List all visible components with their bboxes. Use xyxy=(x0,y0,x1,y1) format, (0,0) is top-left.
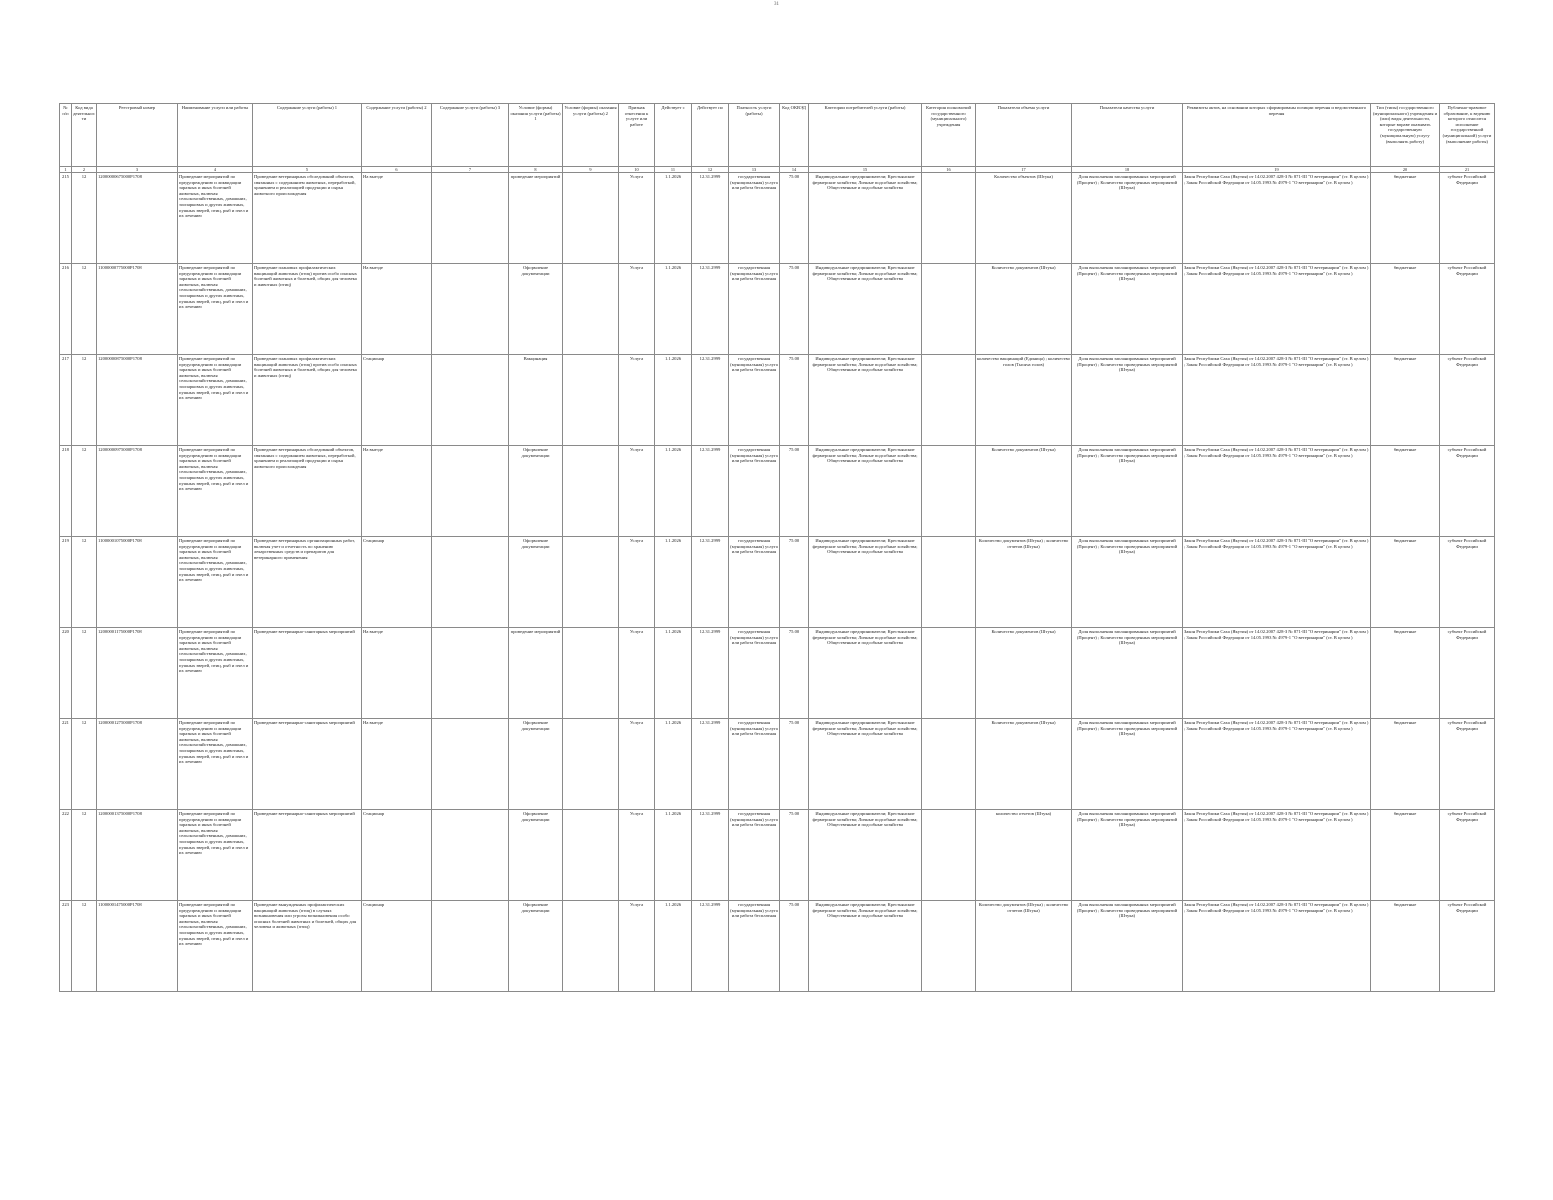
service-content-3 xyxy=(432,719,509,810)
okved-code: 75.00 xyxy=(780,264,809,355)
payment-type: государственная (муниципальная) услуга или работа бесплатная xyxy=(729,537,780,628)
consumer-categories: Индивидуальные предприниматели; Крестьянские фермерские хозяйства; Личные подсобные хозяйства; Общественные и подсобные хозяйства xyxy=(809,537,922,628)
column-number: 7 xyxy=(432,167,509,173)
service-condition-2 xyxy=(563,173,619,264)
payment-type: государственная (муниципальная) услуга или работа бесплатная xyxy=(729,628,780,719)
payment-type: государственная (муниципальная) услуга или работа бесплатная xyxy=(729,264,780,355)
service-content-1: Проведение ветеринарных обследований объектов, связанных с содержанием животных, переработкой, хранением и реализацией продукции и сырья животного происхождения xyxy=(253,446,362,537)
activity-code: 12 xyxy=(72,446,97,537)
authority-category xyxy=(922,537,976,628)
column-header: Содержание услуги (работы) 1 xyxy=(253,104,362,167)
legal-acts: Закон Республики Саха (Якутия) от 14.02.2007 428-З № 871-III "О ветеринарии" (ст. В целом ) ; Закон Российской Федерации от 14.05.1993 № 4979-1 "О ветеринарии" (ст. В целом ) xyxy=(1183,810,1371,901)
column-number: 20 xyxy=(1371,167,1440,173)
valid-from: 1.1.2026 xyxy=(655,173,692,264)
institution-type: бюджетные xyxy=(1371,446,1440,537)
public-entity: субъект Российской Федерации xyxy=(1440,537,1495,628)
service-condition-1: Вакцинация xyxy=(509,355,563,446)
service-condition-1: проведение мероприятий xyxy=(509,173,563,264)
column-header: Признак отнесения к услуге или работе xyxy=(619,104,655,167)
service-content-2: Стационар xyxy=(362,901,432,992)
service-condition-1: Оформление документации xyxy=(509,901,563,992)
column-number: 14 xyxy=(780,167,809,173)
service-content-1: Проведение ветеринарно-санитарных мероприятий xyxy=(253,810,362,901)
quality-indicators: Доля выполнения запланированных мероприятий (Процент) ; Количество проведенных мероприятий (Штука) xyxy=(1072,173,1183,264)
service-condition-2 xyxy=(563,810,619,901)
service-content-1: Проведение плановых профилактических вакцинаций животных (птиц) против особо опасных болезней животных и болезней, общих для человека и животных (птиц) xyxy=(253,264,362,355)
authority-category xyxy=(922,264,976,355)
authority-category xyxy=(922,719,976,810)
service-content-1: Проведение плановых профилактических вакцинаций животных (птиц) против особо опасных болезней животных и болезней, общих для человека и животных (птиц) xyxy=(253,355,362,446)
payment-type: государственная (муниципальная) услуга или работа бесплатная xyxy=(729,719,780,810)
payment-type: государственная (муниципальная) услуга или работа бесплатная xyxy=(729,355,780,446)
service-or-work-sign: Услуга xyxy=(619,628,655,719)
table-row xyxy=(60,355,1495,446)
service-content-2: На выезде xyxy=(362,628,432,719)
column-number: 17 xyxy=(976,167,1072,173)
authority-category xyxy=(922,901,976,992)
service-name: Проведение мероприятий по предупреждению и ликвидации заразных и иных болезней животных, включая сельскохозяйственных, домашних, зоопарковых и других животных, пушных зверей, птиц, рыб и пчел и их лечению xyxy=(178,901,253,992)
activity-code: 12 xyxy=(72,810,97,901)
row-number: 216 xyxy=(60,264,72,355)
institution-type: бюджетные xyxy=(1371,355,1440,446)
valid-from: 1.1.2026 xyxy=(655,537,692,628)
service-or-work-sign: Услуга xyxy=(619,446,655,537)
valid-to: 12.31.2999 xyxy=(692,355,729,446)
service-content-2: На выезде xyxy=(362,173,432,264)
service-or-work-sign: Услуга xyxy=(619,537,655,628)
service-content-2: Стационар xyxy=(362,537,432,628)
legal-acts: Закон Республики Саха (Якутия) от 14.02.2007 428-З № 871-III "О ветеринарии" (ст. В целом ) ; Закон Российской Федерации от 14.05.1993 № 4979-1 "О ветеринарии" (ст. В целом ) xyxy=(1183,446,1371,537)
column-number: 6 xyxy=(362,167,432,173)
authority-category xyxy=(922,810,976,901)
institution-type: бюджетные xyxy=(1371,901,1440,992)
column-header: Реестровый номер xyxy=(97,104,178,167)
table-row xyxy=(60,264,1495,355)
services-registry-table xyxy=(59,103,1495,992)
authority-category xyxy=(922,446,976,537)
volume-indicators: Количество документов (Штука) xyxy=(976,264,1072,355)
service-condition-2 xyxy=(563,901,619,992)
column-header: Категория полномочий государственного (муниципального) учреждения xyxy=(922,104,976,167)
quality-indicators: Доля выполнения запланированных мероприятий (Процент) ; Количество проведенных мероприятий (Штука) xyxy=(1072,628,1183,719)
public-entity: субъект Российской Федерации xyxy=(1440,355,1495,446)
quality-indicators: Доля выполнения запланированных мероприятий (Процент) ; Количество проведенных мероприятий (Штука) xyxy=(1072,719,1183,810)
quality-indicators: Доля выполнения запланированных мероприятий (Процент) ; Количество проведенных мероприятий (Штука) xyxy=(1072,810,1183,901)
okved-code: 75.00 xyxy=(780,173,809,264)
service-condition-1: Оформление документации xyxy=(509,537,563,628)
okved-code: 75.00 xyxy=(780,537,809,628)
public-entity: субъект Российской Федерации xyxy=(1440,719,1495,810)
okved-code: 75.00 xyxy=(780,355,809,446)
valid-from: 1.1.2026 xyxy=(655,810,692,901)
service-content-3 xyxy=(432,446,509,537)
column-header: Содержание услуги (работы) 2 xyxy=(362,104,432,167)
page-number: 31 xyxy=(774,2,779,7)
payment-type: государственная (муниципальная) услуга или работа бесплатная xyxy=(729,446,780,537)
authority-category xyxy=(922,355,976,446)
valid-to: 12.31.2999 xyxy=(692,719,729,810)
service-condition-2 xyxy=(563,537,619,628)
service-content-2: Стационар xyxy=(362,810,432,901)
valid-from: 1.1.2026 xyxy=(655,355,692,446)
service-content-1: Проведение ветеринарных обследований объектов, связанных с содержанием животных, переработкой, хранением и реализацией продукции и сырья животного происхождения xyxy=(253,173,362,264)
column-number: 5 xyxy=(253,167,362,173)
service-name: Проведение мероприятий по предупреждению и ликвидации заразных и иных болезней животных, включая сельскохозяйственных, домашних, зоопарковых и других животных, пушных зверей, птиц, рыб и пчел и их лечению xyxy=(178,446,253,537)
valid-to: 12.31.2999 xyxy=(692,628,729,719)
volume-indicators: количество вакцинаций (Единица) ; количество голов (Тысяча голов) xyxy=(976,355,1072,446)
service-content-1: Проведение ветеринарно-санитарных мероприятий xyxy=(253,628,362,719)
service-content-3 xyxy=(432,264,509,355)
valid-to: 12.31.2999 xyxy=(692,537,729,628)
table-row xyxy=(60,628,1495,719)
registry-number: 11000000775000Р1708 xyxy=(97,264,178,355)
valid-from: 1.1.2026 xyxy=(655,264,692,355)
service-condition-1: проведение мероприятий xyxy=(509,628,563,719)
public-entity: субъект Российской Федерации xyxy=(1440,628,1495,719)
column-number: 9 xyxy=(563,167,619,173)
column-header: Код вида деятельности xyxy=(72,104,97,167)
row-number: 217 xyxy=(60,355,72,446)
service-condition-2 xyxy=(563,446,619,537)
valid-to: 12.31.2999 xyxy=(692,810,729,901)
column-header: Действует с xyxy=(655,104,692,167)
column-header: Реквизиты актов, на основании которых сформированы позиции перечня и ведомственного перечня xyxy=(1183,104,1371,167)
service-name: Проведение мероприятий по предупреждению и ликвидации заразных и иных болезней животных, включая сельскохозяйственных, домашних, зоопарковых и других животных, пушных зверей, птиц, рыб и пчел и их лечению xyxy=(178,628,253,719)
volume-indicators: Количество документов (Штука) xyxy=(976,446,1072,537)
legal-acts: Закон Республики Саха (Якутия) от 14.02.2007 428-З № 871-III "О ветеринарии" (ст. В целом ) ; Закон Российской Федерации от 14.05.1993 № 4979-1 "О ветеринарии" (ст. В целом ) xyxy=(1183,719,1371,810)
service-or-work-sign: Услуга xyxy=(619,355,655,446)
consumer-categories: Индивидуальные предприниматели; Крестьянские фермерские хозяйства; Личные подсобные хозяйства; Общественные и подсобные хозяйства xyxy=(809,719,922,810)
registry-number: 12000001175000Р1708 xyxy=(97,628,178,719)
column-header: Код ОКВЭД xyxy=(780,104,809,167)
service-name: Проведение мероприятий по предупреждению и ликвидации заразных и иных болезней животных, включая сельскохозяйственных, домашних, зоопарковых и других животных, пушных зверей, птиц, рыб и пчел и их лечению xyxy=(178,355,253,446)
service-or-work-sign: Услуга xyxy=(619,901,655,992)
service-condition-2 xyxy=(563,264,619,355)
quality-indicators: Доля выполнения запланированных мероприятий (Процент) ; Количество проведенных мероприятий (Штука) xyxy=(1072,901,1183,992)
service-condition-1: Оформление документации xyxy=(509,719,563,810)
service-condition-2 xyxy=(563,719,619,810)
volume-indicators: Количество документов (Штука) ; количество отчетов (Штука) xyxy=(976,901,1072,992)
consumer-categories: Индивидуальные предприниматели; Крестьянские фермерские хозяйства; Личные подсобные хозяйства; Общественные и подсобные хозяйства xyxy=(809,628,922,719)
column-header: Условие (формы) оказания услуги (работы) 2 xyxy=(563,104,619,167)
column-number: 4 xyxy=(178,167,253,173)
volume-indicators: количество отчетов (Штука) xyxy=(976,810,1072,901)
quality-indicators: Доля выполнения запланированных мероприятий (Процент) ; Количество проведенных мероприятий (Штука) xyxy=(1072,446,1183,537)
column-number: 15 xyxy=(809,167,922,173)
service-content-3 xyxy=(432,810,509,901)
table-row xyxy=(60,901,1495,992)
payment-type: государственная (муниципальная) услуга или работа бесплатная xyxy=(729,901,780,992)
service-or-work-sign: Услуга xyxy=(619,173,655,264)
column-number: 8 xyxy=(509,167,563,173)
valid-to: 12.31.2999 xyxy=(692,446,729,537)
service-content-1: Проведение вынужденных профилактических вакцинаций животных (птиц) в случаях возникновения или угрозы возникновения особо опасных болезней животных и болезней, общих для человека и животных (птиц) xyxy=(253,901,362,992)
service-or-work-sign: Услуга xyxy=(619,719,655,810)
institution-type: бюджетные xyxy=(1371,810,1440,901)
legal-acts: Закон Республики Саха (Якутия) от 14.02.2007 428-З № 871-III "О ветеринарии" (ст. В целом ) ; Закон Российской Федерации от 14.05.1993 № 4979-1 "О ветеринарии" (ст. В целом ) xyxy=(1183,537,1371,628)
column-number: 11 xyxy=(655,167,692,173)
row-number: 223 xyxy=(60,901,72,992)
activity-code: 12 xyxy=(72,173,97,264)
column-number: 10 xyxy=(619,167,655,173)
service-condition-2 xyxy=(563,628,619,719)
authority-category xyxy=(922,173,976,264)
row-number: 221 xyxy=(60,719,72,810)
valid-to: 12.31.2999 xyxy=(692,901,729,992)
authority-category xyxy=(922,628,976,719)
valid-to: 12.31.2999 xyxy=(692,264,729,355)
volume-indicators: Количество объектов (Штука) xyxy=(976,173,1072,264)
registry-number: 12000001375000Р1708 xyxy=(97,810,178,901)
volume-indicators: Количество документов (Штука) xyxy=(976,719,1072,810)
service-content-2: На выезде xyxy=(362,264,432,355)
row-number: 215 xyxy=(60,173,72,264)
registry-number: 11000001475000Р1708 xyxy=(97,901,178,992)
quality-indicators: Доля выполнения запланированных мероприятий (Процент) ; Количество проведенных мероприятий (Штука) xyxy=(1072,355,1183,446)
column-number: 2 xyxy=(72,167,97,173)
column-header: Платность услуги (работы) xyxy=(729,104,780,167)
service-content-3 xyxy=(432,628,509,719)
legal-acts: Закон Республики Саха (Якутия) от 14.02.2007 428-З № 871-III "О ветеринарии" (ст. В целом ) ; Закон Российской Федерации от 14.05.1993 № 4979-1 "О ветеринарии" (ст. В целом ) xyxy=(1183,173,1371,264)
institution-type: бюджетные xyxy=(1371,264,1440,355)
column-number: 3 xyxy=(97,167,178,173)
column-number: 1 xyxy=(60,167,72,173)
column-header: Публично-правовое образование, к ведению которого относится исполнение государственной (муниципальной) услуги (выполнение работы) xyxy=(1440,104,1495,167)
institution-type: бюджетные xyxy=(1371,173,1440,264)
service-content-1: Проведение ветеринарно-санитарных мероприятий xyxy=(253,719,362,810)
consumer-categories: Индивидуальные предприниматели; Крестьянские фермерские хозяйства; Личные подсобные хозяйства; Общественные и подсобные хозяйства xyxy=(809,264,922,355)
column-header: № п/п xyxy=(60,104,72,167)
column-header: Показатели качества услуги xyxy=(1072,104,1183,167)
registry-number: 12000001275000Р1708 xyxy=(97,719,178,810)
payment-type: государственная (муниципальная) услуга или работа бесплатная xyxy=(729,173,780,264)
row-number: 220 xyxy=(60,628,72,719)
service-or-work-sign: Услуга xyxy=(619,264,655,355)
column-header: Показатели объема услуги xyxy=(976,104,1072,167)
okved-code: 75.00 xyxy=(780,628,809,719)
quality-indicators: Доля выполнения запланированных мероприятий (Процент) ; Количество проведенных мероприятий (Штука) xyxy=(1072,537,1183,628)
service-content-2: Стационар xyxy=(362,355,432,446)
service-or-work-sign: Услуга xyxy=(619,810,655,901)
institution-type: бюджетные xyxy=(1371,628,1440,719)
service-name: Проведение мероприятий по предупреждению и ликвидации заразных и иных болезней животных, включая сельскохозяйственных, домашних, зоопарковых и других животных, пушных зверей, птиц, рыб и пчел и их лечению xyxy=(178,719,253,810)
service-content-1: Проведение ветеринарных организационных работ, включая учет и отчетность по хранению лекарственных средств и препаратов для ветеринарного применения xyxy=(253,537,362,628)
row-number: 218 xyxy=(60,446,72,537)
service-content-3 xyxy=(432,173,509,264)
registry-number: 12000000875000Р1708 xyxy=(97,355,178,446)
header-row xyxy=(60,104,1495,167)
table-row xyxy=(60,810,1495,901)
row-number: 219 xyxy=(60,537,72,628)
service-condition-1: Оформление документации xyxy=(509,446,563,537)
service-name: Проведение мероприятий по предупреждению и ликвидации заразных и иных болезней животных, включая сельскохозяйственных, домашних, зоопарковых и других животных, пушных зверей, птиц, рыб и пчел и их лечению xyxy=(178,264,253,355)
consumer-categories: Индивидуальные предприниматели; Крестьянские фермерские хозяйства; Личные подсобные хозяйства; Общественные и подсобные хозяйства xyxy=(809,901,922,992)
service-name: Проведение мероприятий по предупреждению и ликвидации заразных и иных болезней животных, включая сельскохозяйственных, домашних, зоопарковых и других животных, пушных зверей, птиц, рыб и пчел и их лечению xyxy=(178,537,253,628)
okved-code: 75.00 xyxy=(780,446,809,537)
column-number: 16 xyxy=(922,167,976,173)
activity-code: 12 xyxy=(72,901,97,992)
consumer-categories: Индивидуальные предприниматели; Крестьянские фермерские хозяйства; Личные подсобные хозяйства; Общественные и подсобные хозяйства xyxy=(809,355,922,446)
column-number: 18 xyxy=(1072,167,1183,173)
valid-from: 1.1.2026 xyxy=(655,628,692,719)
table-row xyxy=(60,719,1495,810)
column-number: 13 xyxy=(729,167,780,173)
consumer-categories: Индивидуальные предприниматели; Крестьянские фермерские хозяйства; Личные подсобные хозяйства; Общественные и подсобные хозяйства xyxy=(809,810,922,901)
public-entity: субъект Российской Федерации xyxy=(1440,446,1495,537)
column-number: 21 xyxy=(1440,167,1495,173)
column-header: Тип (типы) государственного (муниципального) учреждения и (или) виды деятельности, которые вправе оказывать государственную (муниципальную) услугу (выполнять работу) xyxy=(1371,104,1440,167)
service-condition-2 xyxy=(563,355,619,446)
column-header: Содержание услуги (работы) 3 xyxy=(432,104,509,167)
institution-type: бюджетные xyxy=(1371,537,1440,628)
public-entity: субъект Российской Федерации xyxy=(1440,810,1495,901)
okved-code: 75.00 xyxy=(780,810,809,901)
okved-code: 75.00 xyxy=(780,901,809,992)
legal-acts: Закон Республики Саха (Якутия) от 14.02.2007 428-З № 871-III "О ветеринарии" (ст. В целом ) ; Закон Российской Федерации от 14.05.1993 № 4979-1 "О ветеринарии" (ст. В целом ) xyxy=(1183,628,1371,719)
column-number: 19 xyxy=(1183,167,1371,173)
row-number: 222 xyxy=(60,810,72,901)
table-row xyxy=(60,446,1495,537)
table-row xyxy=(60,537,1495,628)
valid-from: 1.1.2026 xyxy=(655,719,692,810)
service-condition-1: Оформление документации xyxy=(509,264,563,355)
activity-code: 12 xyxy=(72,537,97,628)
registry-number: 12000000975000Р1708 xyxy=(97,446,178,537)
public-entity: субъект Российской Федерации xyxy=(1440,901,1495,992)
consumer-categories: Индивидуальные предприниматели; Крестьянские фермерские хозяйства; Личные подсобные хозяйства; Общественные и подсобные хозяйства xyxy=(809,173,922,264)
service-condition-1: Оформление документации xyxy=(509,810,563,901)
service-name: Проведение мероприятий по предупреждению и ликвидации заразных и иных болезней животных, включая сельскохозяйственных, домашних, зоопарковых и других животных, пушных зверей, птиц, рыб и пчел и их лечению xyxy=(178,173,253,264)
service-content-3 xyxy=(432,537,509,628)
service-content-2: На выезде xyxy=(362,446,432,537)
service-content-3 xyxy=(432,355,509,446)
activity-code: 12 xyxy=(72,719,97,810)
column-header: Наименование услуги или работы xyxy=(178,104,253,167)
column-header: Действует по xyxy=(692,104,729,167)
quality-indicators: Доля выполнения запланированных мероприятий (Процент) ; Количество проведенных мероприятий (Штука) xyxy=(1072,264,1183,355)
institution-type: бюджетные xyxy=(1371,719,1440,810)
service-name: Проведение мероприятий по предупреждению и ликвидации заразных и иных болезней животных, включая сельскохозяйственных, домашних, зоопарковых и других животных, пушных зверей, птиц, рыб и пчел и их лечению xyxy=(178,810,253,901)
service-content-3 xyxy=(432,901,509,992)
registry-number: 12000000675000Р1708 xyxy=(97,173,178,264)
table-row xyxy=(60,173,1495,264)
payment-type: государственная (муниципальная) услуга или работа бесплатная xyxy=(729,810,780,901)
legal-acts: Закон Республики Саха (Якутия) от 14.02.2007 428-З № 871-III "О ветеринарии" (ст. В целом ) ; Закон Российской Федерации от 14.05.1993 № 4979-1 "О ветеринарии" (ст. В целом ) xyxy=(1183,355,1371,446)
legal-acts: Закон Республики Саха (Якутия) от 14.02.2007 428-З № 871-III "О ветеринарии" (ст. В целом ) ; Закон Российской Федерации от 14.05.1993 № 4979-1 "О ветеринарии" (ст. В целом ) xyxy=(1183,901,1371,992)
valid-from: 1.1.2026 xyxy=(655,446,692,537)
registry-number: 11000001075000Р1708 xyxy=(97,537,178,628)
volume-indicators: Количество документов (Штука) ; количество отчетов (Штука) xyxy=(976,537,1072,628)
public-entity: субъект Российской Федерации xyxy=(1440,173,1495,264)
activity-code: 12 xyxy=(72,628,97,719)
valid-from: 1.1.2026 xyxy=(655,901,692,992)
okved-code: 75.00 xyxy=(780,719,809,810)
consumer-categories: Индивидуальные предприниматели; Крестьянские фермерские хозяйства; Личные подсобные хозяйства; Общественные и подсобные хозяйства xyxy=(809,446,922,537)
activity-code: 12 xyxy=(72,355,97,446)
legal-acts: Закон Республики Саха (Якутия) от 14.02.2007 428-З № 871-III "О ветеринарии" (ст. В целом ) ; Закон Российской Федерации от 14.05.1993 № 4979-1 "О ветеринарии" (ст. В целом ) xyxy=(1183,264,1371,355)
valid-to: 12.31.2999 xyxy=(692,173,729,264)
public-entity: субъект Российской Федерации xyxy=(1440,264,1495,355)
service-content-2: На выезде xyxy=(362,719,432,810)
activity-code: 12 xyxy=(72,264,97,355)
volume-indicators: Количество документов (Штука) xyxy=(976,628,1072,719)
column-header: Условие (формы) оказания услуги (работы) 1 xyxy=(509,104,563,167)
column-header: Категории потребителей услуги (работы) xyxy=(809,104,922,167)
column-number: 12 xyxy=(692,167,729,173)
